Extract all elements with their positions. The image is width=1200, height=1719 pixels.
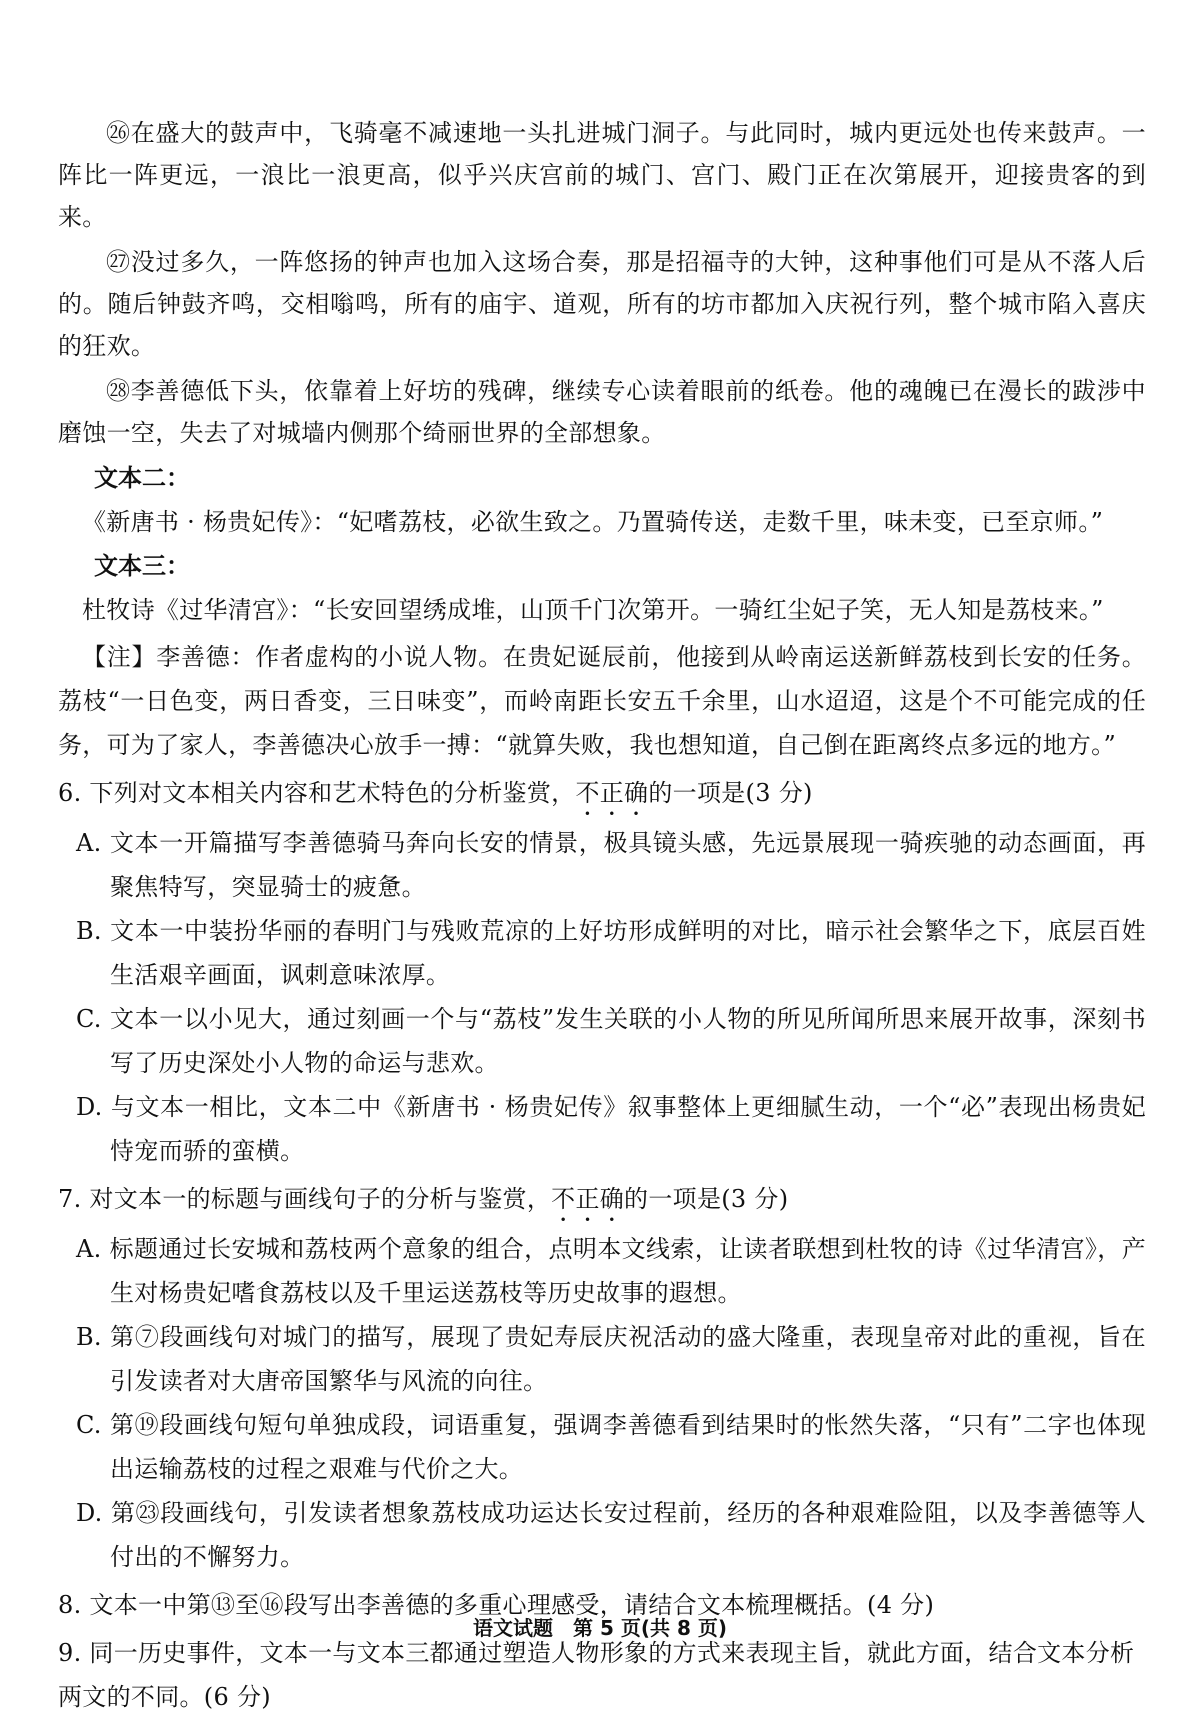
question-6-stem-post: 的一项是(3 分) bbox=[648, 779, 813, 807]
question-6-stem-pre: 6. 下列对文本相关内容和艺术特色的分析鉴赏， bbox=[58, 779, 576, 807]
page-footer: 语文试题 第 5 页(共 8 页) bbox=[473, 1616, 727, 1640]
question-7-option-b: B. 第⑦段画线句对城门的描写，展现了贵妃寿辰庆祝活动的盛大隆重，表现皇帝对此的重视，旨在引发读者对大唐帝国繁华与风流的向往。 bbox=[76, 1323, 1146, 1395]
text3-heading: 文本三： bbox=[94, 552, 190, 580]
question-7-stem-pre: 7. 对文本一的标题与画线句子的分析与鉴赏， bbox=[58, 1185, 552, 1213]
question-7-option-c: C. 第⑲段画线句短句单独成段，词语重复，强调李善德看到结果时的怅然失落，“只有”二字也体现出运输荔枝的过程之艰难与代价之大。 bbox=[76, 1411, 1146, 1483]
annotation-note: 【注】李善德：作者虚构的小说人物。在贵妃诞辰前，他接到从岭南运送新鲜荔枝到长安的任务。荔枝“一日色变，两日香变，三日味变”，而岭南距长安五千余里，山水迢迢，这是个不可能完成的任务，可为了家人，李善德决心放手一搏：“就算失败，我也想知道，自己倒在距离终点多远的地方。” bbox=[58, 643, 1146, 759]
text2-body: 《新唐书 · 杨贵妃传》：“妃嗜荔枝，必欲生致之。乃置骑传送，走数千里，味未变，已至京师。” bbox=[82, 508, 1104, 536]
text3-body: 杜牧诗《过华清宫》：“长安回望绣成堆，山顶千门次第开。一骑红尘妃子笑，无人知是荔枝来。” bbox=[82, 596, 1104, 624]
page-content bbox=[58, 112, 1146, 1719]
question-8: 8. 文本一中第⑬至⑯段写出李善德的多重心理感受，请结合文本梳理概括。(4 分) bbox=[58, 1591, 935, 1619]
question-6-stem bbox=[58, 771, 1146, 821]
question-7-stem bbox=[58, 1177, 1146, 1227]
question-6-option-a: A. 文本一开篇描写李善德骑马奔向长安的情景，极具镜头感，先远景展现一骑疾驰的动态画面，再聚焦特写，突显骑士的疲惫。 bbox=[76, 829, 1146, 901]
question-6-option-b: B. 文本一中装扮华丽的春明门与残败荒凉的上好坊形成鲜明的对比，暗示社会繁华之下，底层百姓生活艰辛画面，讽刺意味浓厚。 bbox=[76, 917, 1146, 989]
question-7-emphasis: 不正确 bbox=[551, 1185, 625, 1213]
question-7-option-a: A. 标题通过长安城和荔枝两个意象的组合，点明本文线索，让读者联想到杜牧的诗《过华清宫》，产生对杨贵妃嗜食荔枝以及千里运送荔枝等历史故事的遐想。 bbox=[76, 1235, 1146, 1307]
paragraph-26: ㉖在盛大的鼓声中，飞骑毫不减速地一头扎进城门洞子。与此同时，城内更远处也传来鼓声。一阵比一阵更远，一浪比一浪更高，似乎兴庆宫前的城门、宫门、殿门正在次第展开，迎接贵客的到来。 bbox=[58, 119, 1146, 231]
question-9: 9. 同一历史事件，文本一与文本三都通过塑造人物形象的方式来表现主旨，就此方面，结合文本分析两文的不同。(6 分) bbox=[58, 1639, 1135, 1711]
paragraph-28: ㉘李善德低下头，依靠着上好坊的残碑，继续专心读着眼前的纸卷。他的魂魄已在漫长的跋涉中磨蚀一空，失去了对城墙内侧那个绮丽世界的全部想象。 bbox=[58, 377, 1146, 447]
text2-heading: 文本二： bbox=[94, 464, 190, 492]
question-6-option-c: C. 文本一以小见大，通过刻画一个与“荔枝”发生关联的小人物的所见所闻所思来展开故事，深刻书写了历史深处小人物的命运与悲欢。 bbox=[76, 1005, 1146, 1077]
question-7-stem-post: 的一项是(3 分) bbox=[624, 1185, 789, 1213]
paragraph-27: ㉗没过多久，一阵悠扬的钟声也加入这场合奏，那是招福寺的大钟，这种事他们可是从不落人后的。随后钟鼓齐鸣，交相嗡鸣，所有的庙宇、道观，所有的坊市都加入庆祝行列，整个城市陷入喜庆的狂欢。 bbox=[58, 248, 1146, 360]
question-7-option-d: D. 第㉓段画线句，引发读者想象荔枝成功运达长安过程前，经历的各种艰难险阻，以及李善德等人付出的不懈努力。 bbox=[76, 1499, 1146, 1571]
question-6-option-d: D. 与文本一相比，文本二中《新唐书 · 杨贵妃传》叙事整体上更细腻生动，一个“必”表现出杨贵妃恃宠而骄的蛮横。 bbox=[76, 1093, 1146, 1165]
question-6-emphasis: 不正确 bbox=[575, 779, 649, 807]
